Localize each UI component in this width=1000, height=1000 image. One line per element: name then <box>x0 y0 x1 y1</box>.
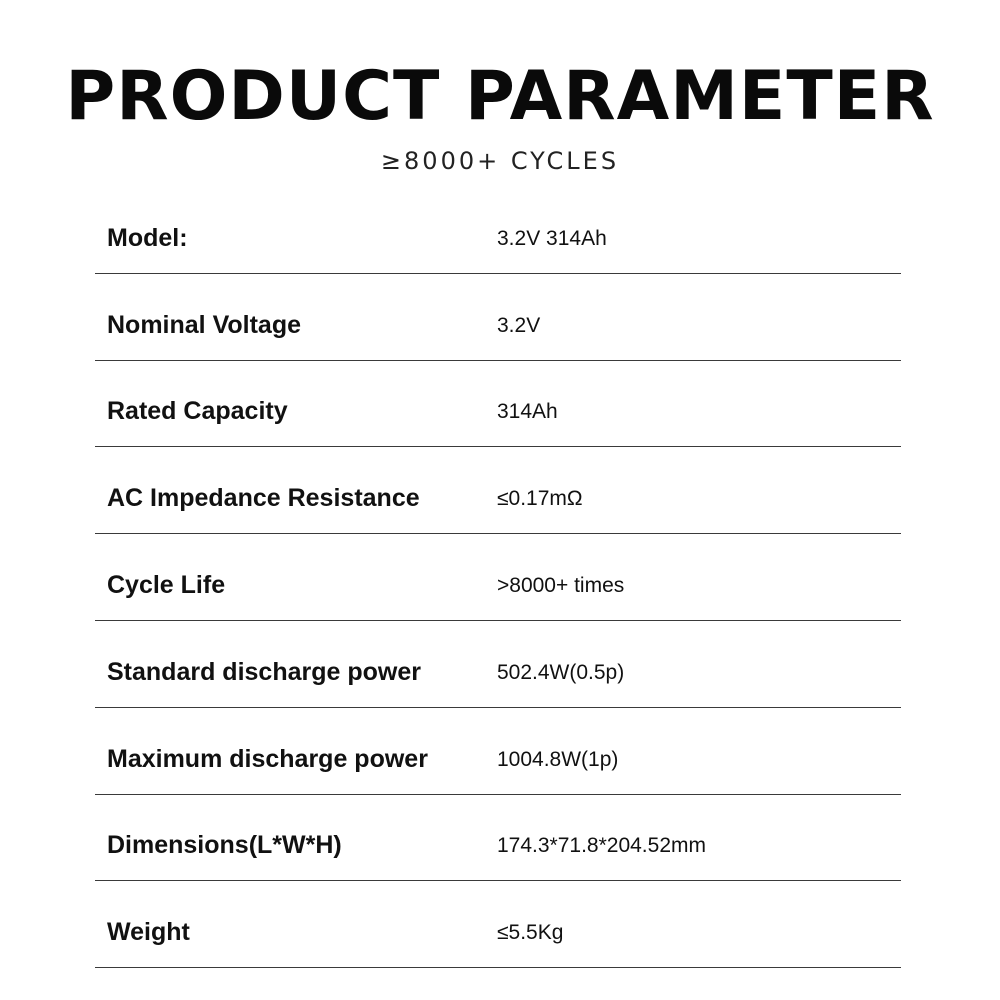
parameter-label: Model: <box>107 223 188 252</box>
parameter-row-cycle-life <box>95 534 901 621</box>
parameter-label: Rated Capacity <box>107 397 288 426</box>
parameter-row-model <box>95 187 901 274</box>
parameter-value: ≤0.17mΩ <box>497 487 583 511</box>
parameter-row-standard-discharge <box>95 621 901 708</box>
parameter-label: Maximum discharge power <box>107 744 428 773</box>
parameter-value: ≤5.5Kg <box>497 921 564 945</box>
page-subtitle: ≥8000+ CYCLES <box>380 147 620 175</box>
parameter-row-weight <box>95 881 901 968</box>
parameter-value: 502.4W(0.5p) <box>497 660 625 684</box>
parameter-label: AC Impedance Resistance <box>107 484 420 513</box>
parameter-label: Standard discharge power <box>107 657 421 686</box>
parameter-label: Cycle Life <box>107 570 226 599</box>
parameter-label: Weight <box>107 918 190 947</box>
parameter-value: 1004.8W(1p) <box>497 747 619 771</box>
parameter-row-maximum-discharge <box>95 708 901 795</box>
parameter-label: Nominal Voltage <box>107 310 302 339</box>
parameter-value: 3.2V <box>497 313 541 337</box>
parameter-value: >8000+ times <box>497 573 625 597</box>
page-title: PRODUCT PARAMETER <box>65 57 935 136</box>
parameter-value: 174.3*71.8*204.52mm <box>497 834 706 858</box>
parameter-label: Dimensions(L*W*H) <box>107 831 342 860</box>
parameter-row-ac-impedance <box>95 447 901 534</box>
parameter-table <box>95 187 901 968</box>
parameter-row-rated-capacity <box>95 361 901 448</box>
parameter-value: 3.2V 314Ah <box>497 226 607 250</box>
parameter-value: 314Ah <box>497 400 558 424</box>
parameter-row-dimensions <box>95 795 901 882</box>
parameter-row-nominal-voltage <box>95 274 901 361</box>
